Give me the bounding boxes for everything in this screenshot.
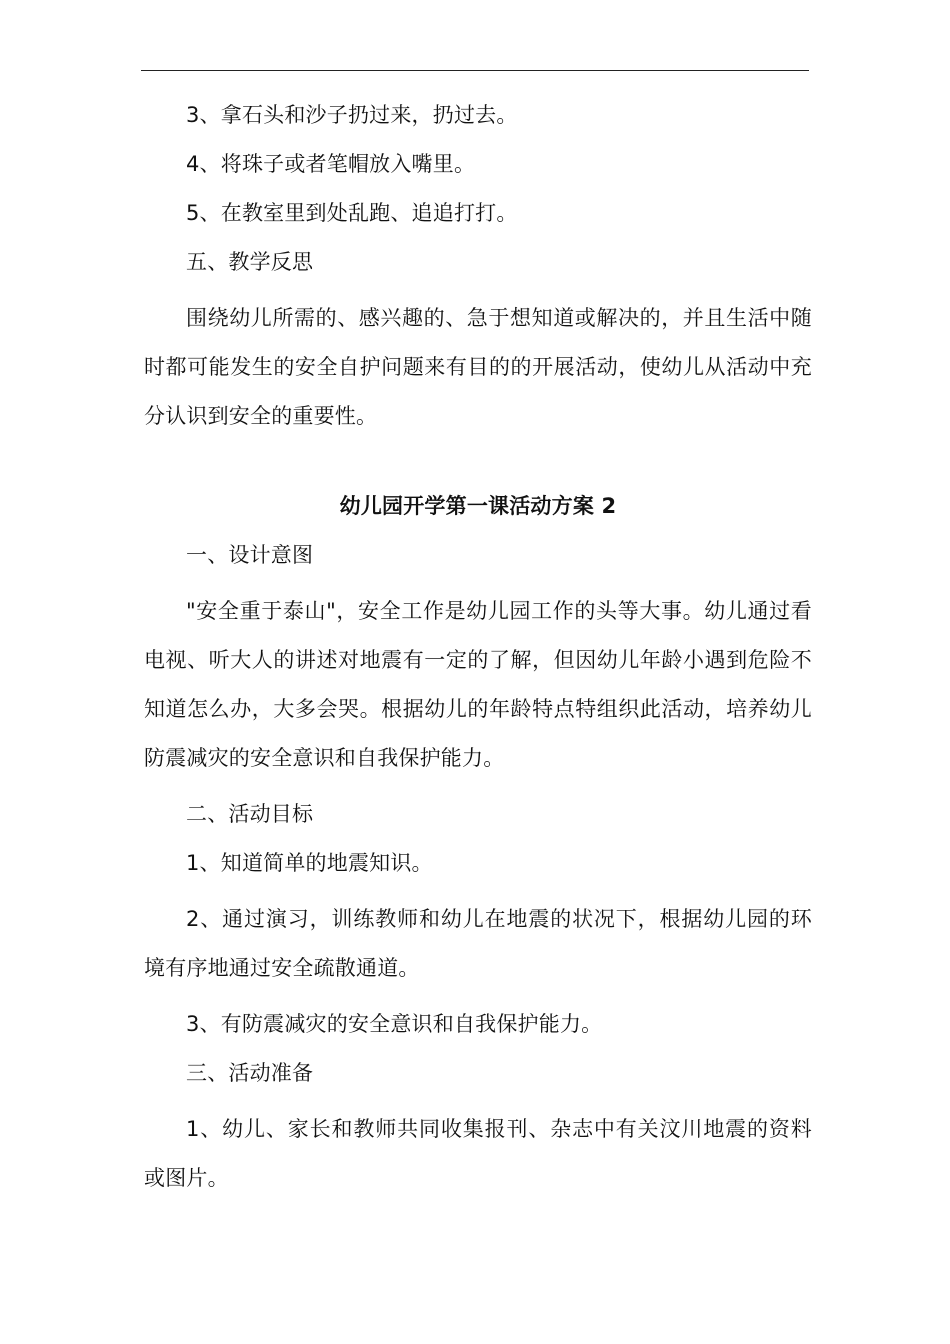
section-heading-design-intent: 一、设计意图: [186, 543, 314, 567]
goal-item-1: 1、知道简单的地震知识。: [186, 851, 433, 875]
section-heading-goals: 二、活动目标: [186, 802, 314, 826]
goal-item-2: 2、通过演习，训练教师和幼儿在地震的状况下，根据幼儿园的环境有序地通过安全疏散通道。: [144, 907, 812, 980]
header-rule: [141, 70, 809, 71]
preparation-item-1: 1、幼儿、家长和教师共同收集报刊、杂志中有关汶川地震的资料或图片。: [144, 1117, 812, 1190]
section-heading-preparation: 三、活动准备: [186, 1061, 314, 1085]
goal-item-3: 3、有防震减灾的安全意识和自我保护能力。: [186, 1012, 603, 1036]
section-heading-reflection: 五、教学反思: [186, 250, 314, 274]
paragraph-reflection: 围绕幼儿所需的、感兴趣的、急于想知道或解决的，并且生活中随时都可能发生的安全自护问题来有目的的开展活动，使幼儿从活动中充分认识到安全的重要性。: [144, 306, 812, 428]
document-body: [144, 98, 812, 1217]
paragraph-item-4: 4、将珠子或者笔帽放入嘴里。: [186, 152, 476, 176]
paragraph-item-3: 3、拿石头和沙子扔过来，扔过去。: [186, 103, 518, 127]
paragraph-item-5: 5、在教室里到处乱跑、追追打打。: [186, 201, 518, 225]
paragraph-design-intent: "安全重于泰山"，安全工作是幼儿园工作的头等大事。幼儿通过看电视、听大人的讲述对地震有一定的了解，但因幼儿年龄小遇到危险不知道怎么办，大多会哭。根据幼儿的年龄特点特组织此活动，培养幼儿防震减灾的安全意识和自我保护能力。: [144, 599, 812, 770]
section-title: 幼儿园开学第一课活动方案 2: [339, 494, 617, 518]
